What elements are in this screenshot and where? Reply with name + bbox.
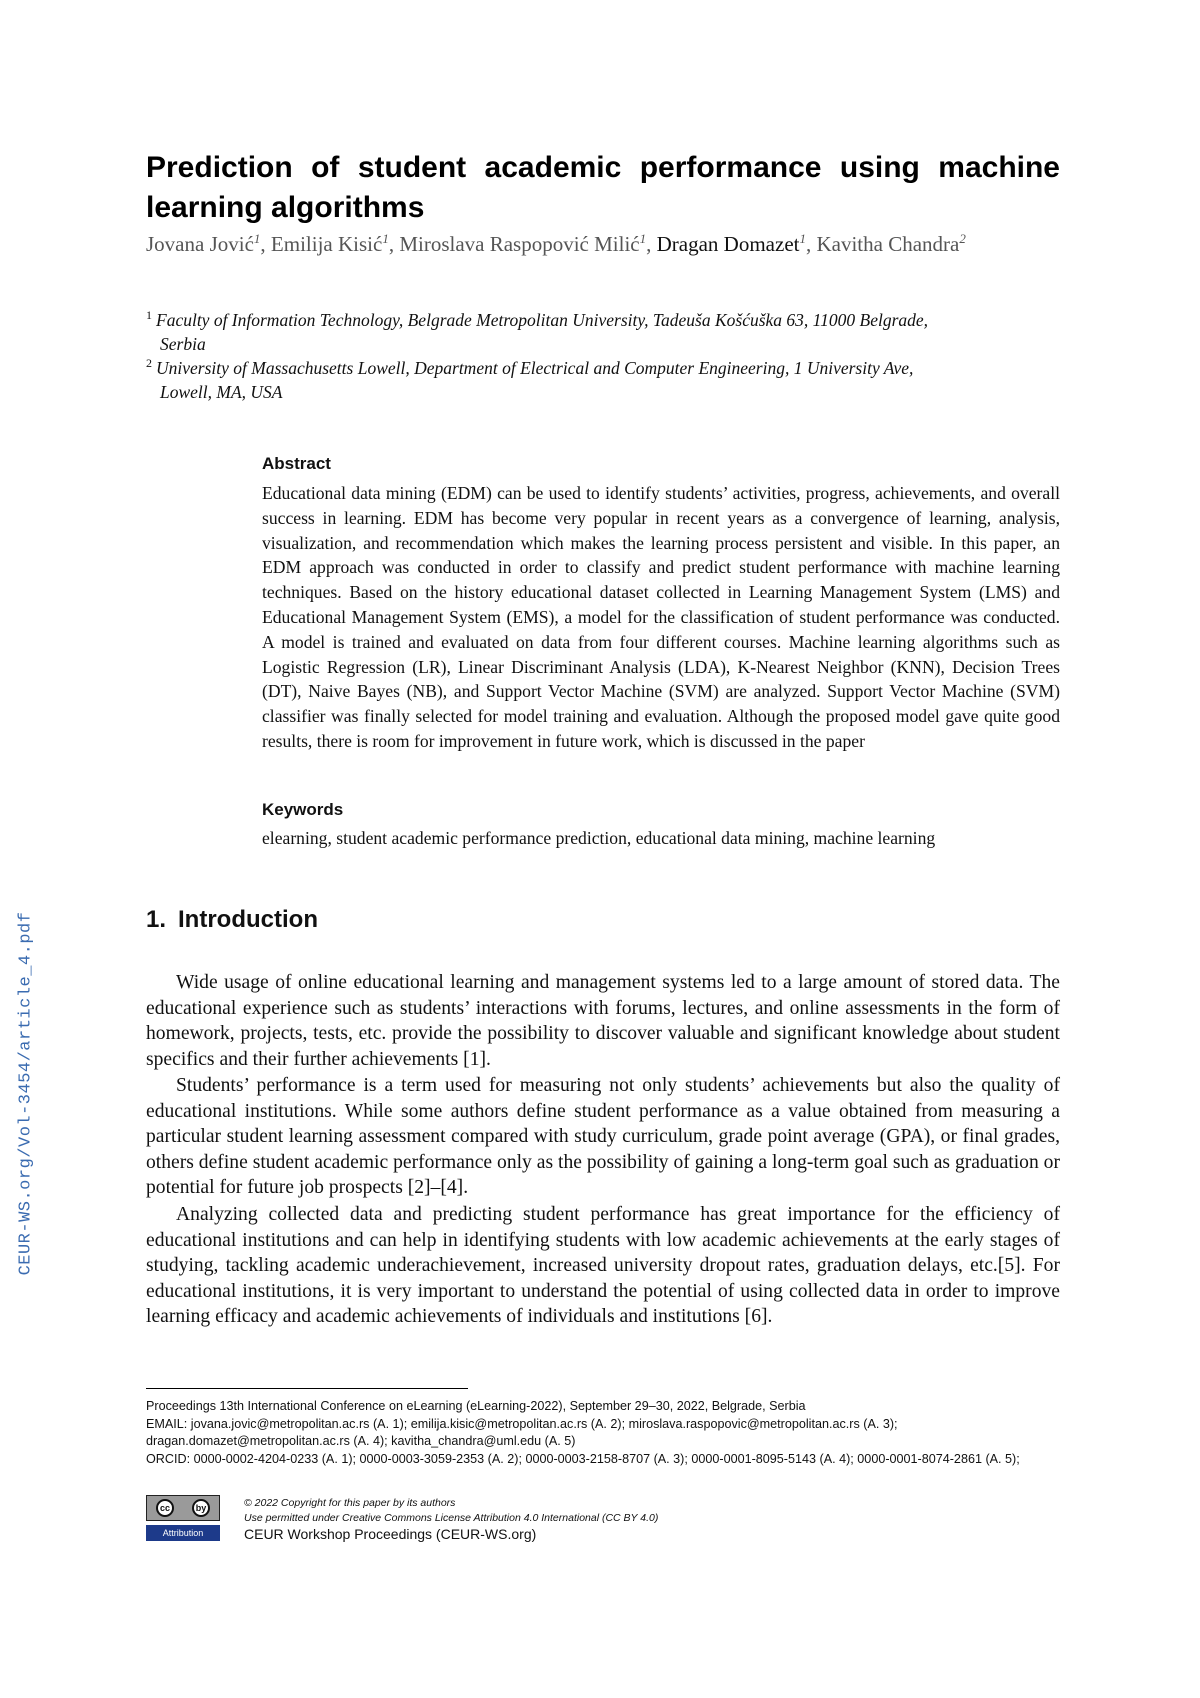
title-line-2: learning algorithms	[146, 191, 425, 224]
author-list: Jovana Jović$^1$, Emilija Kisić$^1$, Miroslava Raspopović Milić$^1$, Dragan Domazet$^1$, Kavitha Chandra$^2$	[146, 231, 966, 256]
section-title: Introduction	[178, 906, 318, 933]
affiliation-1	[146, 308, 1060, 356]
license-copyright: © 2022 Copyright for this paper by its authors	[244, 1497, 456, 1509]
affiliation-2-line2: Lowell, MA, USA	[160, 382, 283, 402]
cc-by-license-badge[interactable]	[146, 1495, 220, 1541]
author-5-aff: 2	[959, 231, 966, 246]
author-1: Jovana Jović	[146, 232, 254, 256]
footnote-proceedings: Proceedings 13th International Conference on eLearning (eLearning-2022), September 29–30, 2022, Belgrade, Serbia	[146, 1399, 806, 1413]
license-use: Use permitted under Creative Commons License Attribution 4.0 International (CC BY 4.0)	[244, 1512, 659, 1524]
by-person-icon: by	[192, 1499, 210, 1517]
footnote-divider	[146, 1388, 468, 1389]
section-heading-introduction	[146, 906, 318, 934]
keywords-text: elearning, student academic performance prediction, educational data mining, machine learning	[262, 828, 936, 848]
title-line-1: Prediction of student academic performance using machine	[146, 151, 1060, 184]
author-5: Kavitha Chandra	[816, 232, 960, 256]
affiliation-1-line1: Faculty of Information Technology, Belgrade Metropolitan University, Tadeuša Košćuška 63, 11000 Belgrade,	[156, 310, 929, 330]
abstract-heading: Abstract	[262, 454, 331, 473]
ceur-proceedings: CEUR Workshop Proceedings (CEUR-WS.org)	[244, 1526, 537, 1542]
footnote-orcid: ORCID: 0000-0002-4204-0233 (A. 1); 0000-0003-3059-2353 (A. 2); 0000-0003-2158-8707 (A. 3); 0000-0001-8095-5143 (A. 4); 0000-0001-8074-2861 (A. 5);	[146, 1452, 1020, 1466]
footnote-email: EMAIL: jovana.jovic@metropolitan.ac.rs (A. 1); emilija.kisic@metropolitan.ac.rs (A. 2); miroslava.raspopovic@metropolitan.ac.rs (A. 3); dragan.domazet@metropolitan.ac.rs (A. 4); kavitha_chandra@uml.edu (A. 5)	[146, 1417, 898, 1448]
author-4: Dragan Domazet	[656, 232, 800, 256]
cc-badge-top	[146, 1495, 220, 1521]
cc-icon: cc	[156, 1499, 174, 1517]
affiliation-2-line1: University of Massachusetts Lowell, Department of Electrical and Computer Engineering, 1 University Ave,	[156, 358, 914, 378]
abstract-text: Educational data mining (EDM) can be used to identify students’ activities, progress, achievements, and overall success in learning. EDM has become very popular in recent years as a convergence of learning, analysis, visualization, and recommendation which makes the learning process persistent and visible. In this paper, an EDM approach was conducted in order to classify and predict student performance with machine learning techniques. Based on the history educational dataset collected in Learning Management System (LMS) and Educational Management System (EMS), a model for the classification of student performance was conducted. A model is trained and evaluated on data from four different courses. Machine learning algorithms such as Logistic Regression (LR), Linear Discriminant Analysis (LDA), K-Nearest Neighbor (KNN), Decision Trees (DT), Naive Bayes (NB), and Support Vector Machine (SVM) are analyzed. Support Vector Machine (SVM) classifier was finally selected for model training and evaluation. Although the proposed model gave quite good results, there is room for improvement in future work, which is discussed in the paper	[262, 483, 1060, 751]
author-4-aff: 1	[799, 231, 806, 246]
affiliation-2	[146, 356, 1060, 404]
affiliation-2-num: 2	[146, 356, 152, 371]
sidebar-link-text[interactable]: CEUR-WS.org/Vol-3454/article_4.pdf	[16, 911, 36, 1275]
cc-badge-label: Attribution	[146, 1525, 220, 1541]
paragraph-2: Students’ performance is a term used for measuring not only students’ achievements but also the quality of educational institutions. While some authors define student performance as a value obtained from measuring a particular student learning assessment compared with study curriculum, grade point average (GPA), or final grades, others define student academic performance only as the possibility of gaining a long-term goal such as graduation or potential for future job prospects [2]–[4].	[146, 1075, 1060, 1199]
keywords-heading: Keywords	[262, 800, 344, 819]
affiliation-1-line2: Serbia	[160, 334, 206, 354]
author-2: Emilija Kisić	[270, 232, 383, 256]
section-number: 1.	[146, 906, 167, 933]
author-3-aff: 1	[639, 231, 647, 246]
ceur-sidebar-link[interactable]	[14, 868, 38, 1318]
paragraph-3: Analyzing collected data and predicting student performance has great importance for the efficiency of educational institutions and can help in identifying students with low academic achievements at the early stages of studying, tackling academic underachievement, increased university dropout rates, graduation delays, etc.[5]. For educational institutions, it is very important to understand the potential of using collected data in order to improve learning efficacy and academic achievements of individuals and institutions [6].	[146, 1204, 1060, 1328]
author-3: Miroslava Raspopović Milić	[399, 232, 640, 256]
author-2-aff: 1	[382, 231, 389, 246]
paragraph-1: Wide usage of online educational learning and management systems led to a large amount of stored data. The educational experience such as students’ interactions with forums, lectures, and online assessments in the form of homework, projects, tests, etc. provide the possibility to discover valuable and significant knowledge about student specifics and their further achievements [1].	[146, 972, 1060, 1070]
affiliation-1-num: 1	[146, 308, 152, 323]
paper-title	[146, 148, 1060, 228]
author-1-aff: 1	[253, 231, 261, 246]
